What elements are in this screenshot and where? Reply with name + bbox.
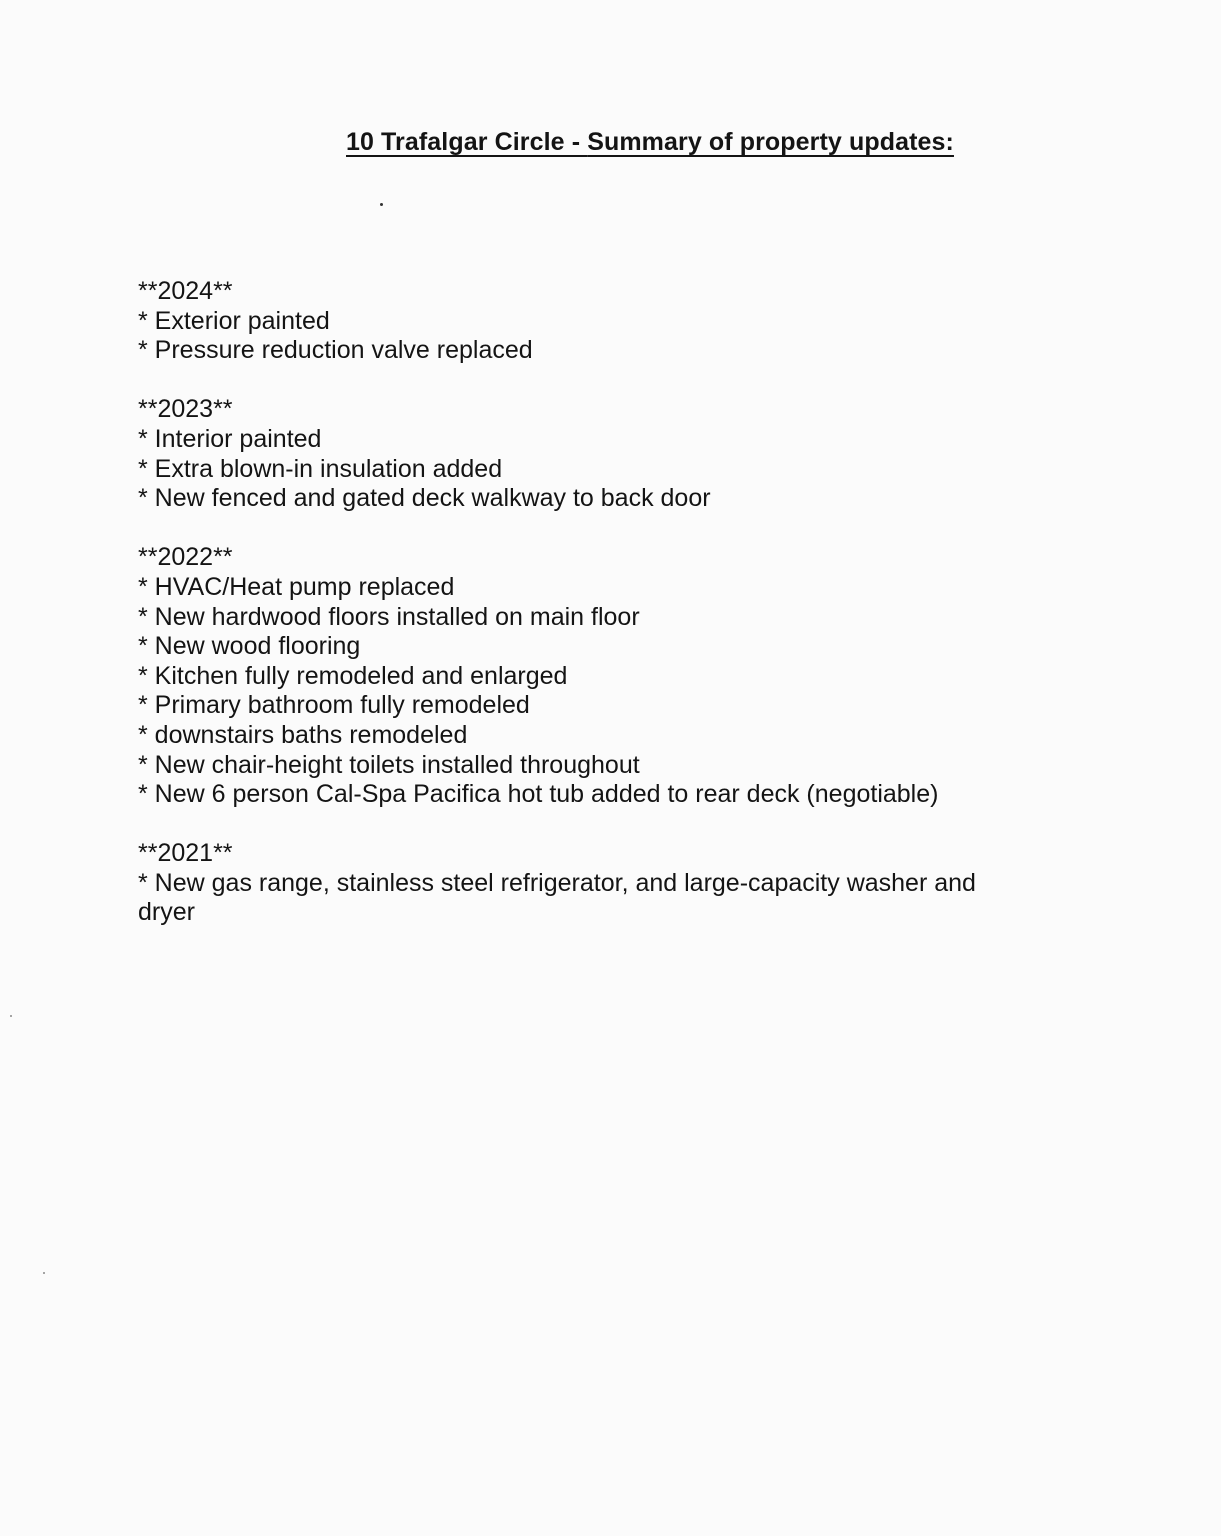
list-item: * New wood flooring	[138, 632, 361, 661]
list-item: * Exterior painted	[138, 306, 330, 335]
scan-speck	[43, 1272, 45, 1274]
section-year: **2024**	[138, 277, 233, 305]
list-item: * Interior painted	[138, 424, 322, 453]
list-item: * Extra blown-in insulation added	[138, 454, 503, 483]
section-2022	[138, 543, 1038, 809]
list-item: * New 6 person Cal-Spa Pacifica hot tub added to rear deck (negotiable)	[138, 780, 939, 809]
list-item: * New fenced and gated deck walkway to back door	[138, 484, 711, 513]
updates-list	[138, 277, 1038, 958]
list-item: * Pressure reduction valve replaced	[138, 336, 533, 365]
list-item: * Kitchen fully remodeled and enlarged	[138, 661, 568, 690]
stray-mark	[380, 203, 383, 206]
title-address: 10 Trafalgar Circle -	[346, 128, 588, 156]
section-year: **2021**	[138, 839, 233, 868]
scan-speck	[10, 1015, 12, 1017]
list-item: * New hardwood floors installed on main floor	[138, 602, 640, 631]
section-year: **2022**	[138, 543, 233, 572]
list-item: * Primary bathroom fully remodeled	[138, 691, 530, 720]
title-summary: Summary of property updates:	[587, 128, 954, 156]
section-year: **2023**	[138, 395, 233, 424]
page-title	[346, 128, 954, 157]
list-item: * New gas range, stainless steel refrigerator, and large-capacity washer and dryer	[138, 868, 976, 927]
list-item: * downstairs baths remodeled	[138, 720, 468, 749]
list-item: * HVAC/Heat pump replaced	[138, 572, 455, 601]
section-2024	[138, 277, 1038, 366]
list-item: * New chair-height toilets installed throughout	[138, 750, 640, 779]
section-2023	[138, 395, 1038, 513]
section-2021	[138, 839, 1038, 928]
